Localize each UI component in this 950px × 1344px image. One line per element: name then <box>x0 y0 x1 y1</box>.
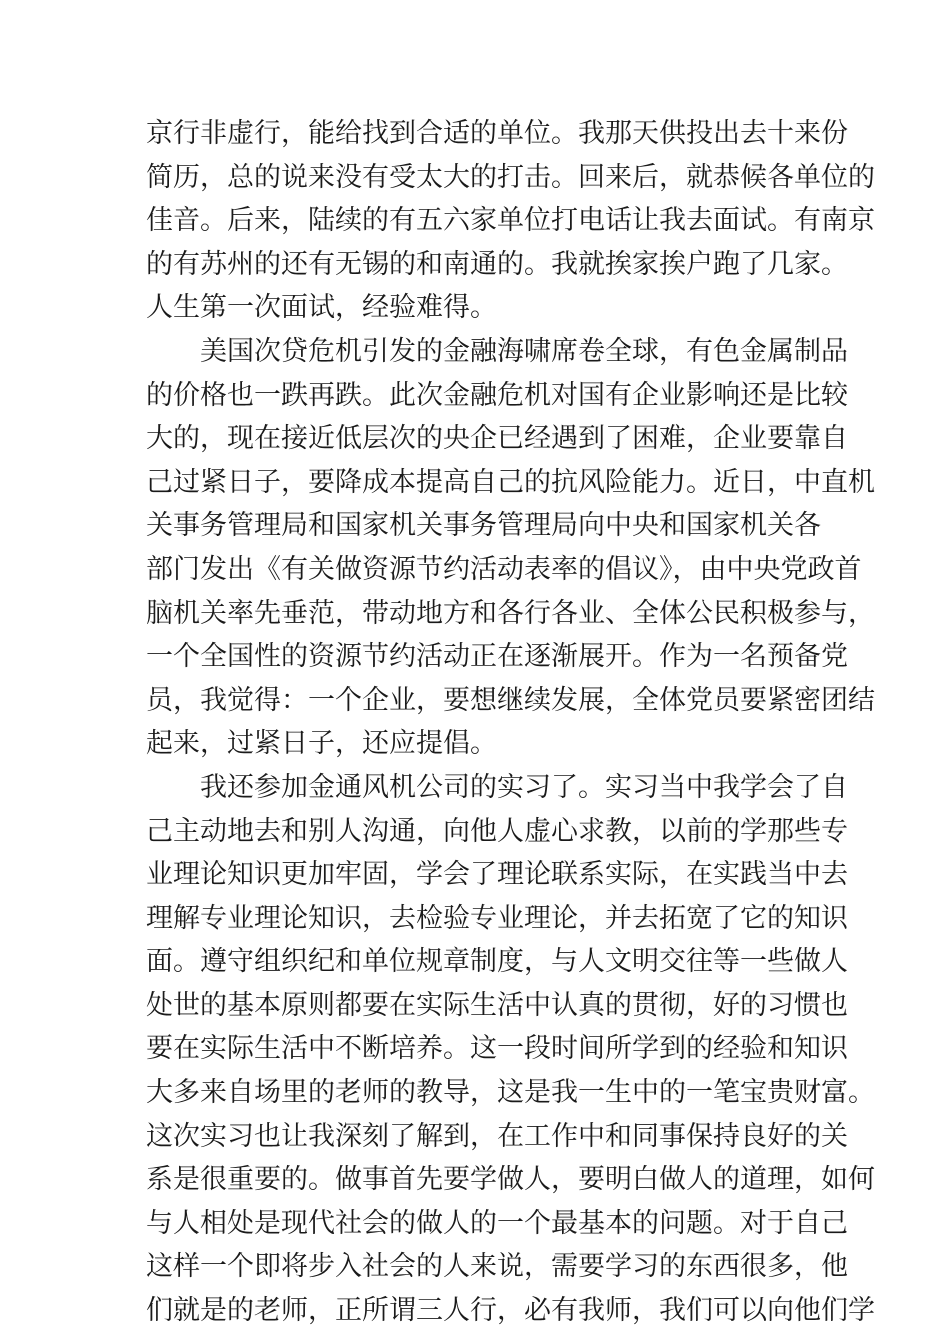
paragraph-2 <box>146 330 875 766</box>
text-line: 我还参加金通风机公司的实习了。实习当中我学会了自 <box>200 771 848 803</box>
text-line: 的价格也一跌再跌。此次金融危机对国有企业影响还是比较 <box>146 379 848 411</box>
text-line: 系是很重要的。做事首先要学做人，要明白做人的道理，如何 <box>146 1164 875 1196</box>
text-line: 己过紧日子，要降成本提高自己的抗风险能力。近日，中直机 <box>146 466 875 498</box>
text-line: 这次实习也让我深刻了解到，在工作中和同事保持良好的关 <box>146 1120 848 1152</box>
text-line: 们就是的老师，正所谓三人行，必有我师，我们可以向他们学 <box>146 1295 875 1327</box>
text-line: 理解专业理论知识，去检验专业理论，并去拓宽了它的知识 <box>146 902 848 934</box>
text-line: 要在实际生活中不断培养。这一段时间所学到的经验和知识 <box>146 1033 848 1065</box>
text-line: 简历，总的说来没有受太大的打击。回来后，就恭候各单位的 <box>146 161 875 193</box>
text-line: 大的，现在接近低层次的央企已经遇到了困难，企业要靠自 <box>146 423 848 455</box>
text-line: 己主动地去和别人沟通，向他人虚心求教，以前的学那些专 <box>146 815 848 847</box>
text-line: 这样一个即将步入社会的人来说，需要学习的东西很多，他 <box>146 1251 848 1283</box>
text-line: 脑机关率先垂范，带动地方和各行各业、全体公民积极参与， <box>146 597 875 629</box>
text-line: 美国次贷危机引发的金融海啸席卷全球，有色金属制品 <box>200 335 848 367</box>
text-line: 的有苏州的还有无锡的和南通的。我就挨家挨户跑了几家。 <box>146 248 848 280</box>
text-line: 关事务管理局和国家机关事务管理局向中央和国家机关各 <box>146 510 821 542</box>
text-line: 面。遵守组织纪和单位规章制度，与人文明交往等一些做人 <box>146 946 848 978</box>
text-line: 一个全国性的资源节约活动正在逐渐展开。作为一名预备党 <box>146 641 848 673</box>
text-line: 京行非虚行，能给找到合适的单位。我那天供投出去十来份 <box>146 118 848 149</box>
text-line: 人生第一次面试，经验难得。 <box>146 292 497 324</box>
document-body <box>146 112 875 1333</box>
text-line: 起来，过紧日子，还应提倡。 <box>146 728 497 760</box>
paragraph-1 <box>146 112 875 330</box>
text-line: 大多来自场里的老师的教导，这是我一生中的一笔宝贵财富。 <box>146 1077 875 1109</box>
text-line: 处世的基本原则都要在实际生活中认真的贯彻，好的习惯也 <box>146 989 848 1021</box>
paragraph-3 <box>146 766 875 1333</box>
text-line: 部门发出《有关做资源节约活动表率的倡议》，由中央党政首 <box>146 553 862 585</box>
text-line: 员，我觉得：一个企业，要想继续发展，全体党员要紧密团结 <box>146 684 875 716</box>
text-line: 业理论知识更加牢固，学会了理论联系实际，在实践当中去 <box>146 859 848 891</box>
text-line: 与人相处是现代社会的做人的一个最基本的问题。对于自己 <box>146 1207 848 1239</box>
text-line: 佳音。后来，陆续的有五六家单位打电话让我去面试。有南京 <box>146 205 875 237</box>
